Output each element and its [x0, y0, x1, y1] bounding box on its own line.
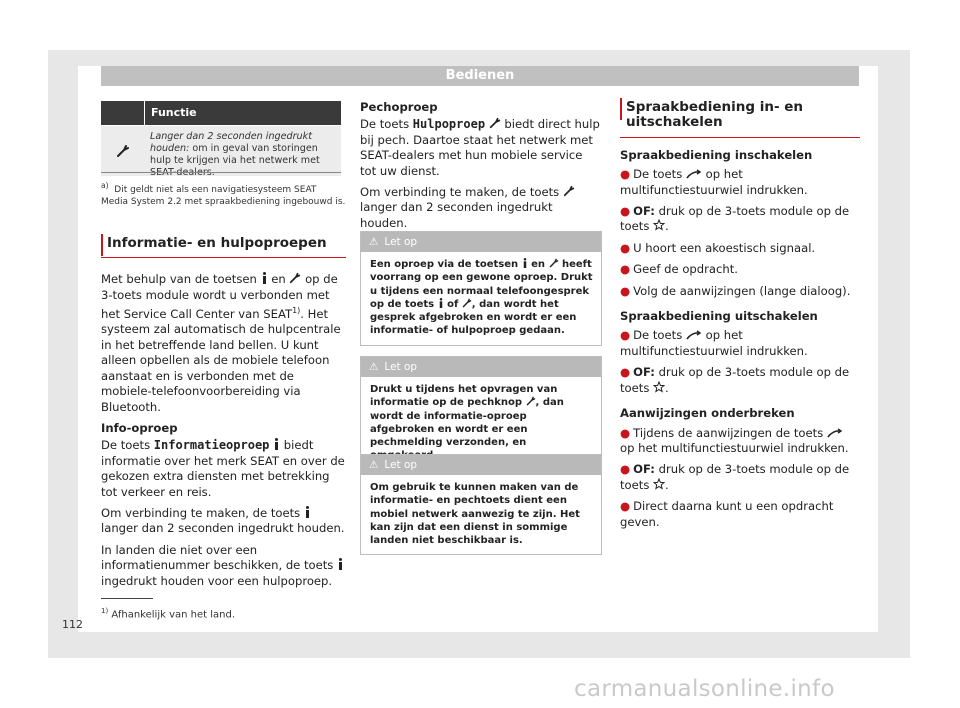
info-icon [337, 558, 344, 570]
star-icon [653, 219, 665, 231]
note-box: ⚠ Let op Een oproep via de toetsen en heeft voorrang op een gewone oproep. Drukt u tijdens een normaal telefoongesprek op de toets of , dan wordt het gesprek afgebroken en wordt er een informatie- of hulpoproep gedaan. [360, 231, 602, 346]
list-item: ● OF: druk op de 3-toets module op de toets . [620, 204, 850, 234]
page-header: Bedienen [101, 66, 859, 86]
page-number: 112 [62, 618, 83, 631]
info-icon [261, 272, 268, 284]
list-item: ● Volg de aanwijzingen (lange dialoog). [620, 283, 851, 298]
list-item: ● Direct daarna kunt u een opdracht geven. [620, 499, 834, 529]
list-item: ● De toets op het multifunctiestuurwiel indrukken. [620, 167, 808, 197]
star-icon [653, 478, 665, 490]
wrench-icon [563, 185, 575, 197]
voice-icon [827, 428, 843, 438]
subheading-uitschakelen: Spraakbediening uitschakelen [620, 309, 818, 324]
info-paragraph-1: Met behulp van de toetsen en op de 3-toets module wordt u verbonden met het Service Call Center van SEAT$^{1)}$. Het systeem zal automatisch de hulpcentrale in het betreffende land bellen. U kunt alleen opbellen als de mobiele telefoon aanstaat en is verbonden met de mobiele-telefoonvoorbereiding via Bluetooth. [101, 272, 341, 414]
watermark: carmanualsonline.info [574, 676, 835, 702]
info-oproep-heading: Info-oproep [101, 420, 178, 435]
key-informatieoproep: Informatieoproep [153, 438, 270, 453]
info-paragraph-2: De toets Informatieoproep biedt informatie over het merk SEAT en over de gekozen extra diensten met betrekking tot verkeer en reis. [101, 438, 345, 499]
wrench-icon [462, 298, 472, 308]
table-row: Langer dan 2 seconden ingedrukt houden: om in geval van storingen hulp te krijgen via het netwerk met [101, 126, 341, 176]
warning-icon: ⚠ [369, 236, 379, 248]
info-icon [273, 438, 280, 450]
wrench-icon [549, 258, 559, 268]
note-box: ⚠ Let op Om gebruik te kunnen maken van de informatie- en pechtoets dient een mobiel netwerk aanwezig te zijn. Het kan zijn dat een dienst in sommige landen niet beschikbaar is. [360, 454, 602, 555]
list-item: ● De toets op het multifunctiestuurwiel indrukken. [620, 328, 808, 358]
wrench-icon [116, 144, 130, 158]
pech-section [360, 100, 602, 237]
heading-informatie: Informatie- en hulpoproepen [101, 236, 346, 258]
table-rule [101, 172, 341, 173]
wrench-icon [526, 396, 536, 406]
list-item: ● OF: druk op de 3-toets module op de toets . [620, 365, 850, 395]
wrench-icon [289, 272, 301, 284]
warning-icon: ⚠ [369, 361, 379, 373]
info-icon [304, 506, 311, 518]
voice-icon [686, 169, 702, 179]
warning-icon: ⚠ [369, 459, 379, 471]
info-icon [522, 258, 528, 268]
table-header-row [101, 101, 341, 125]
pech-paragraph-2: Om verbinding te maken, de toets langer dan 2 seconden ingedrukt houden. [360, 185, 602, 231]
info-icon [438, 298, 444, 308]
note-box: ⚠ Let op Drukt u tijdens het opvragen van informatie op de pechknop , dan wordt de informatie-oproep afgebroken en wordt er een pechmelding verzonden, en [360, 356, 602, 471]
table-header-empty [101, 101, 144, 125]
info-section [101, 236, 346, 595]
heading-spraakbediening: Spraakbediening in- en uitschakelen [620, 100, 860, 138]
voice-icon [686, 330, 702, 340]
table-header-functie: Functie [145, 101, 341, 125]
star-icon [653, 381, 665, 393]
subheading-onderbreken: Aanwijzingen onderbreken [620, 406, 795, 421]
function-table [101, 101, 341, 176]
info-paragraph-4: In landen die niet over een informatienummer beschikken, de toets ingedrukt houden voor een hulpoproep. [101, 543, 346, 589]
voice-section [620, 100, 860, 536]
list-item: ● Geef de opdracht. [620, 262, 738, 277]
list-item: ● OF: druk op de 3-toets module op de toets . [620, 462, 850, 492]
table-row-text: om in geval van storingen hulp te krijgen via het netwerk met [150, 143, 320, 166]
footnote-rule [101, 598, 153, 599]
list-item: ● Tijdens de aanwijzingen de toets op het multifunctiestuurwiel indrukken. [620, 425, 849, 455]
footnote: $^{1)}$ Afhankelijk van het land. [101, 607, 235, 621]
table-footnote: $^{a)}$ Dit geldt niet als een navigatiesysteem SEAT Media System 2.2 met spraakbediening ingebouwd is. [101, 181, 346, 207]
pech-paragraph-1: De toets Hulpoproep biedt direct hulp bij pech. Daartoe staat het netwerk met SEAT-dealers met hun mobiele service tot uw dienst. [360, 117, 600, 178]
list-item: ● U hoort een akoestisch signaal. [620, 240, 816, 255]
subheading-inschakelen: Spraakbediening inschakelen [620, 147, 813, 162]
key-hulpoproep: Hulpoproep [412, 117, 486, 132]
info-paragraph-3: Om verbinding te maken, de toets langer dan 2 seconden ingedrukt houden. [101, 505, 345, 536]
table-row-label: Langer dan 2 seconden ingedrukt houden [150, 131, 312, 154]
wrench-icon [489, 117, 501, 129]
pechoproep-heading: Pechoproep [360, 100, 438, 114]
